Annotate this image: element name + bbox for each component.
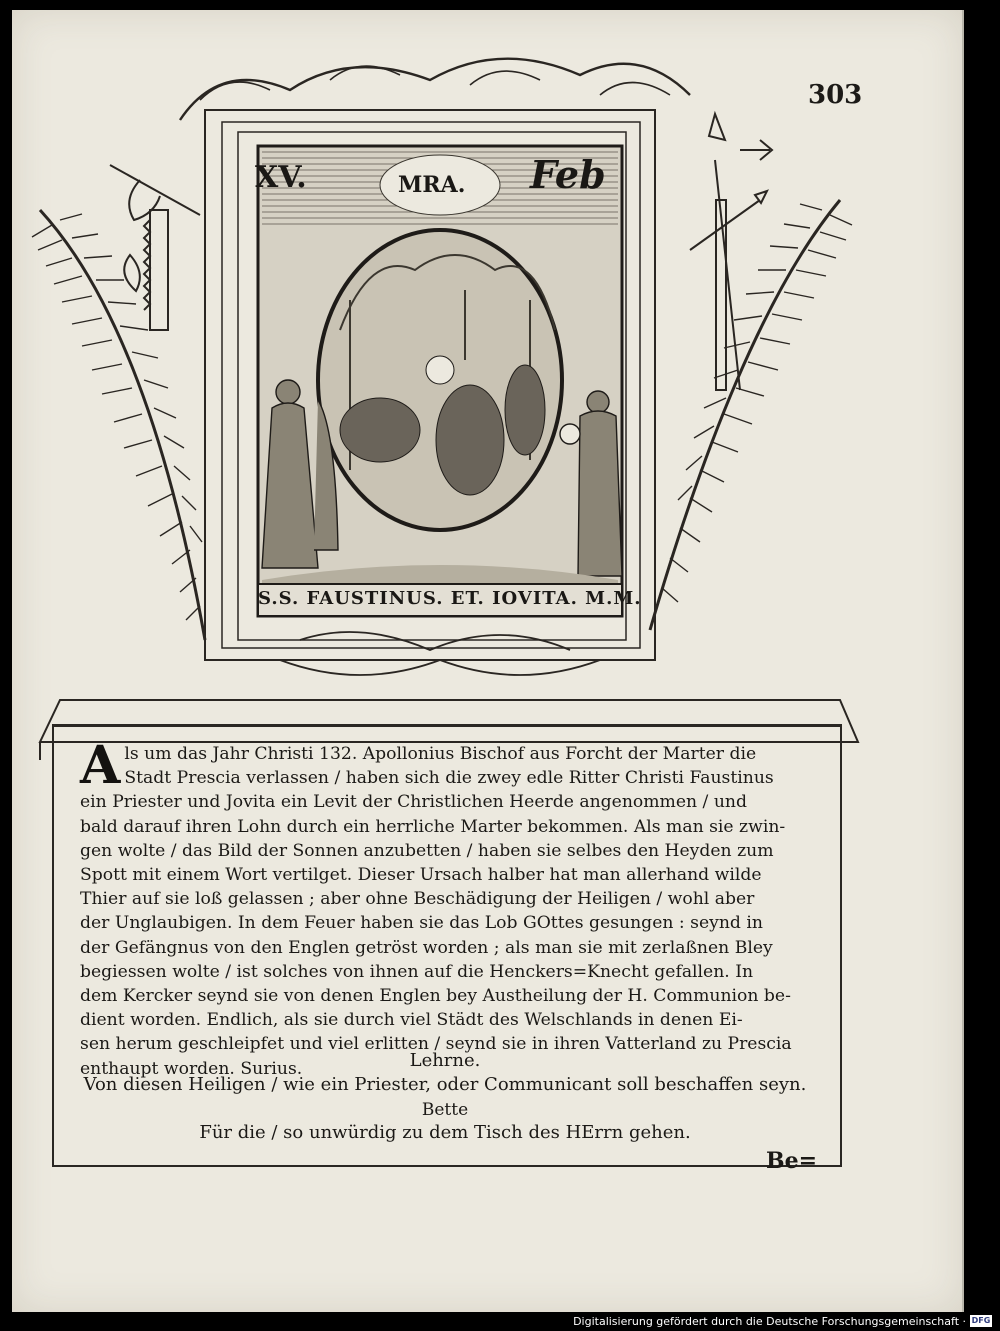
footer-credit: Digitalisierung gefördert durch die Deutsche Forschungsgemeinschaft · [573,1315,966,1328]
body-line: sen herum geschleipfet und viel erlitten / seynd sie in ihren Vatterland zu Prescia [80,1034,792,1055]
bette-heading: Bette [421,1100,469,1120]
body-line: der Unglaubigen. In dem Feuer haben sie das Lob GOttes gesungen : seynd in [80,913,763,934]
body-line: ls um das Jahr Christi 132. Apollonius Bischof aus Forcht der Marter die [124,744,757,764]
body-line: bald darauf ihren Lohn durch ein herrliche Marter bekommen. Als man sie zwin- [80,816,786,837]
body-line: Stadt Prescia verlassen / haben sich die zwey edle Ritter Christi Faustinus [124,768,774,789]
bette-text: Für die / so unwürdig zu dem Tisch des HErrn gehen. [199,1122,691,1143]
lehrne-text: Von diesen Heiligen / wie ein Priester, oder Communicant soll beschaffen seyn. [83,1074,807,1095]
lehrne-heading: Lehrne. [409,1050,481,1071]
dfg-logo-icon: DFG [971,1316,991,1325]
body-line: Spott mit einem Wort vertilget. Dieser Ursach halber hat man allerhand wilde [80,865,762,886]
body-line: enthaupt worden. Surius. [80,1058,303,1079]
plate-caption: S.S. FAUSTINUS. ET. IOVITA. M.M. [258,588,642,609]
body-line: begiessen wolte / ist solches von ihnen auf die Henckers=Knecht gefallen. In [80,961,754,982]
body-line: Thier auf sie loß gelassen ; aber ohne Beschädigung der Heiligen / wohl aber [80,889,755,910]
plate-month: Feb [530,152,606,197]
body-text [80,735,800,1081]
body-line: gen wolte / das Bild der Sonnen anzubetten / haben sie selbes den Heyden zum [80,840,774,861]
martyr-instruments-left [110,165,200,330]
martyr-instruments-right [690,114,772,390]
body-line: dient worden. Endlich, als sie durch viel Städt des Welschlands in denen Ei- [80,1010,743,1031]
body-line: der Gefängnus von den Englen getröst worden ; als man sie mit zerlaßnen Bley [80,937,773,958]
page-number: 303 [808,80,863,110]
palm-branch-right [650,200,852,630]
plate-day: XV. [255,160,307,195]
drop-cap: A [80,735,121,796]
plate-monogram: MRA. [398,172,466,198]
palm-branch-left [32,210,205,640]
body-line: dem Kercker seynd sie von denen Englen bey Austheilung der H. Communion be- [80,986,791,1007]
body-line: ein Priester und Jovita ein Levit der Christlichen Heerde angenommen / und [80,792,747,813]
catchword: Be= [766,1148,818,1174]
